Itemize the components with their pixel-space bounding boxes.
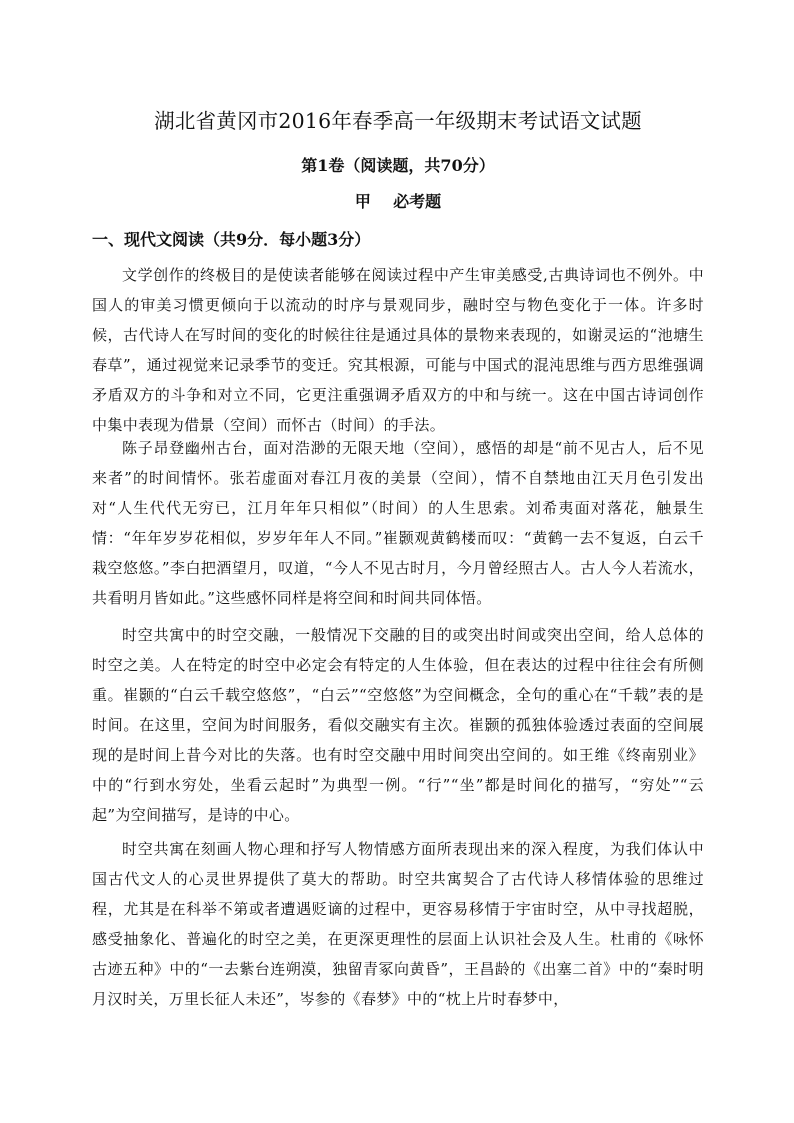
reading-paragraph: 时空共寓中的时空交融，一般情况下交融的目的或突出时间或突出空间，给人总体的时空之美。人在特定的时空中必定会有特定的人生体验，但在表达的过程中往往会有所侧重。崔颢的“白云千载空悠悠”，“白云”“空悠悠”为空间概念，全句的重心在“千载”表的是时间。在这里，空间为时间服务，看似交融实有主次。崔颢的孤独体验透过表面的空间展现的是时间上昔今对比的失落。也有时空交融中用时间突出空间的。如王维《终南别业》中的“行到水穷处，坐看云起时”为典型一例。“行”“坐”都是时间化的描写，“穷处”“云起”为空间描写，是诗的中心。 [92,626,704,824]
volume-subtitle: 第1卷（阅读题，共70分） [301,156,495,175]
reading-paragraph: 陈子昂登幽州古台，面对浩渺的无限天地（空间），感悟的却是“前不见古人，后不见来者”的时间情怀。张若虚面对春江月夜的美景（空间），情不自禁地由江天月色引发出对“人生代代无穷已，江月年年只相似”（时间）的人生思索。刘希夷面对落花，触景生情：“年年岁岁花相似，岁岁年年人不同。”崔颢观黄鹤楼而叹：“黄鹤一去不复返，白云千栽空悠悠。”李白把酒望月，叹道，“今人不见古时月，今月曾经照古人。古人今人若流水，共看明月皆如此。”这些感怀同样是将空间和时间共同体悟。 [92,439,704,607]
part-title: 甲 必考题 [354,192,442,211]
exam-page [92,0,704,1123]
exam-title: 湖北省黄冈市2016年春季高一年级期末考试语文试题 [154,109,642,133]
reading-paragraph: 文学创作的终极目的是使读者能够在阅读过程中产生审美感受,古典诗词也不例外。中国人的审美习惯更倾向于以流动的时序与景观同步，融时空与物色变化于一体。许多时候，古代诗人在写时间的变化的时候往往是通过具体的景物来表现的，如谢灵运的“池塘生春草”，通过视觉来记录季节的变迁。究其根源，可能与中国式的混沌思维与西方思维强调矛盾双方的斗争和对立不同，它更注重强调矛盾双方的中和与统一。这在中国古诗词创作中集中表现为借景（空间）而怀古（时间）的手法。 [92,266,704,434]
section-heading: 一、现代文阅读（共9分．每小题3分） [92,230,371,249]
reading-paragraph: 时空共寓在刻画人物心理和抒写人物情感方面所表现出来的深入程度，为我们体认中国古代文人的心灵世界提供了莫大的帮助。时空共寓契合了古代诗人移情体验的思维过程，尤其是在科举不第或者遭遇贬谪的过程中，更容易移情于宇宙时空，从中寻找超脱，感受抽象化、普遍化的时空之美，在更深更理性的层面上认识社会及人生。杜甫的《咏怀古迹五种》中的“一去紫台连朔漠，独留青冢向黄昏”，王昌龄的《出塞二首》中的“秦时明月汉时关，万里长征人未还”，岑参的《春梦》中的“枕上片时春梦中， [92,840,704,1008]
